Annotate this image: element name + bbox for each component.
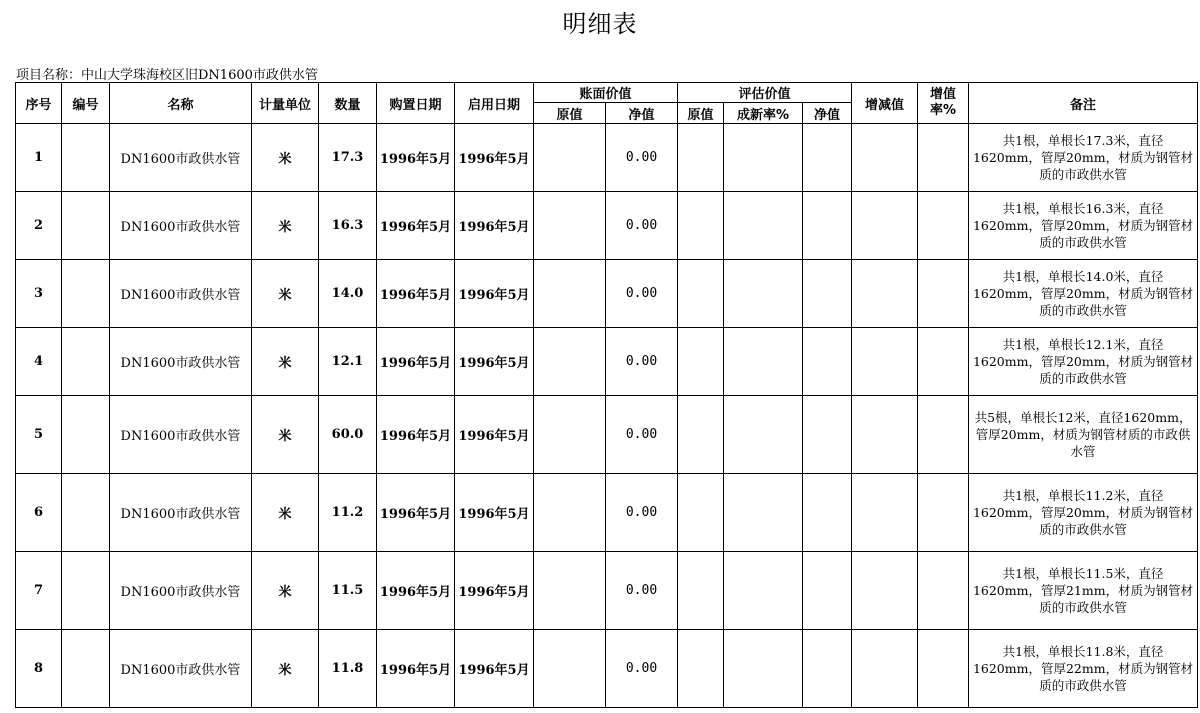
row-rate [918, 124, 969, 192]
header-eval-value: 评估价值 [678, 83, 852, 103]
table-row [16, 260, 1198, 328]
table-row [16, 630, 1198, 708]
row-purchase-date: 1996年5月 [377, 630, 455, 708]
row-rate [918, 474, 969, 552]
row-book-original [534, 474, 606, 552]
header-code: 编号 [62, 83, 110, 124]
header-eval-original: 原值 [678, 103, 724, 124]
row-start-date: 1996年5月 [455, 260, 534, 328]
row-name: DN1600市政供水管 [110, 630, 252, 708]
row-code [62, 124, 110, 192]
row-purchase-date: 1996年5月 [377, 328, 455, 396]
row-unit: 米 [252, 396, 319, 474]
row-eval-rate [724, 474, 803, 552]
row-name: DN1600市政供水管 [110, 260, 252, 328]
row-code [62, 552, 110, 630]
row-eval-rate [724, 192, 803, 260]
row-purchase-date: 1996年5月 [377, 396, 455, 474]
header-note: 备注 [969, 83, 1198, 124]
row-unit: 米 [252, 260, 319, 328]
row-name: DN1600市政供水管 [110, 396, 252, 474]
row-note: 共1根，单根长17.3米，直径1620mm，管厚20mm，材质为钢管材质的市政供水管 [969, 124, 1198, 192]
row-eval-original [678, 328, 724, 396]
project-name: 项目名称：中山大学珠海校区旧DN1600市政供水管 [16, 68, 318, 83]
row-change [852, 260, 918, 328]
row-book-original [534, 124, 606, 192]
row-start-date: 1996年5月 [455, 552, 534, 630]
row-book-net: 0.00 [606, 552, 678, 630]
row-change [852, 192, 918, 260]
row-start-date: 1996年5月 [455, 124, 534, 192]
row-eval-original [678, 630, 724, 708]
row-note: 共1根，单根长16.3米，直径1620mm，管厚20mm，材质为钢管材质的市政供水管 [969, 192, 1198, 260]
row-rate [918, 396, 969, 474]
row-eval-original [678, 260, 724, 328]
row-change [852, 552, 918, 630]
row-note: 共1根，单根长11.2米，直径1620mm，管厚20mm，材质为钢管材质的市政供水管 [969, 474, 1198, 552]
row-change [852, 396, 918, 474]
row-eval-original [678, 396, 724, 474]
row-seq: 6 [16, 474, 62, 552]
row-seq: 1 [16, 124, 62, 192]
header-book-value: 账面价值 [534, 83, 678, 103]
row-book-original [534, 630, 606, 708]
row-rate [918, 328, 969, 396]
header-eval-net: 净值 [803, 103, 852, 124]
row-code [62, 396, 110, 474]
row-note: 共5根，单根长12米，直径1620mm，管厚20mm，材质为钢管材质的市政供水管 [969, 396, 1198, 474]
header-rate: 增值率% [918, 83, 969, 124]
row-name: DN1600市政供水管 [110, 474, 252, 552]
row-note: 共1根，单根长11.8米，直径1620mm，管厚22mm，材质为钢管材质的市政供水管 [969, 630, 1198, 708]
row-code [62, 474, 110, 552]
row-name: DN1600市政供水管 [110, 328, 252, 396]
row-code [62, 260, 110, 328]
row-eval-rate [724, 396, 803, 474]
row-book-net: 0.00 [606, 124, 678, 192]
row-start-date: 1996年5月 [455, 396, 534, 474]
row-qty: 11.8 [319, 630, 377, 708]
row-change [852, 630, 918, 708]
row-change [852, 124, 918, 192]
row-change [852, 474, 918, 552]
row-book-net: 0.00 [606, 474, 678, 552]
row-eval-net [803, 396, 852, 474]
row-rate [918, 260, 969, 328]
row-unit: 米 [252, 630, 319, 708]
row-code [62, 328, 110, 396]
row-qty: 16.3 [319, 192, 377, 260]
detail-table [15, 82, 1198, 708]
row-code [62, 630, 110, 708]
row-start-date: 1996年5月 [455, 630, 534, 708]
row-start-date: 1996年5月 [455, 328, 534, 396]
header-start-date: 启用日期 [455, 83, 534, 124]
row-book-original [534, 328, 606, 396]
row-note: 共1根，单根长11.5米，直径1620mm，管厚21mm，材质为钢管材质的市政供水管 [969, 552, 1198, 630]
header-eval-rate: 成新率% [724, 103, 803, 124]
row-change [852, 328, 918, 396]
row-book-net: 0.00 [606, 396, 678, 474]
row-start-date: 1996年5月 [455, 474, 534, 552]
row-unit: 米 [252, 474, 319, 552]
table-row [16, 396, 1198, 474]
row-book-original [534, 396, 606, 474]
header-book-net: 净值 [606, 103, 678, 124]
row-book-original [534, 260, 606, 328]
table-row [16, 124, 1198, 192]
row-start-date: 1996年5月 [455, 192, 534, 260]
row-qty: 14.0 [319, 260, 377, 328]
row-unit: 米 [252, 328, 319, 396]
row-eval-net [803, 124, 852, 192]
header-purchase-date: 购置日期 [377, 83, 455, 124]
row-note: 共1根，单根长14.0米，直径1620mm，管厚20mm，材质为钢管材质的市政供水管 [969, 260, 1198, 328]
table-row [16, 474, 1198, 552]
table-row [16, 328, 1198, 396]
row-eval-net [803, 474, 852, 552]
header-name: 名称 [110, 83, 252, 124]
row-rate [918, 192, 969, 260]
row-seq: 8 [16, 630, 62, 708]
row-seq: 7 [16, 552, 62, 630]
row-book-net: 0.00 [606, 328, 678, 396]
row-qty: 17.3 [319, 124, 377, 192]
row-eval-rate [724, 328, 803, 396]
row-qty: 11.5 [319, 552, 377, 630]
row-purchase-date: 1996年5月 [377, 552, 455, 630]
row-eval-net [803, 630, 852, 708]
row-purchase-date: 1996年5月 [377, 474, 455, 552]
row-note: 共1根，单根长12.1米，直径1620mm，管厚20mm，材质为钢管材质的市政供水管 [969, 328, 1198, 396]
row-eval-original [678, 192, 724, 260]
row-eval-net [803, 260, 852, 328]
row-qty: 60.0 [319, 396, 377, 474]
row-book-net: 0.00 [606, 192, 678, 260]
row-eval-rate [724, 630, 803, 708]
header-qty: 数量 [319, 83, 377, 124]
row-book-original [534, 192, 606, 260]
row-seq: 4 [16, 328, 62, 396]
row-eval-original [678, 474, 724, 552]
table-row [16, 552, 1198, 630]
row-book-net: 0.00 [606, 260, 678, 328]
row-eval-net [803, 328, 852, 396]
header-book-original: 原值 [534, 103, 606, 124]
header-unit: 计量单位 [252, 83, 319, 124]
row-qty: 12.1 [319, 328, 377, 396]
table-row [16, 192, 1198, 260]
row-unit: 米 [252, 124, 319, 192]
row-name: DN1600市政供水管 [110, 552, 252, 630]
row-seq: 3 [16, 260, 62, 328]
row-purchase-date: 1996年5月 [377, 124, 455, 192]
row-unit: 米 [252, 192, 319, 260]
header-seq: 序号 [16, 83, 62, 124]
row-unit: 米 [252, 552, 319, 630]
row-qty: 11.2 [319, 474, 377, 552]
row-name: DN1600市政供水管 [110, 124, 252, 192]
page-title: 明细表 [562, 10, 638, 38]
row-eval-rate [724, 124, 803, 192]
row-purchase-date: 1996年5月 [377, 260, 455, 328]
row-eval-rate [724, 552, 803, 630]
row-name: DN1600市政供水管 [110, 192, 252, 260]
row-eval-rate [724, 260, 803, 328]
row-seq: 5 [16, 396, 62, 474]
row-rate [918, 630, 969, 708]
row-eval-original [678, 552, 724, 630]
row-eval-original [678, 124, 724, 192]
header-change: 增减值 [852, 83, 918, 124]
row-rate [918, 552, 969, 630]
row-eval-net [803, 192, 852, 260]
row-book-original [534, 552, 606, 630]
row-purchase-date: 1996年5月 [377, 192, 455, 260]
row-code [62, 192, 110, 260]
row-seq: 2 [16, 192, 62, 260]
row-eval-net [803, 552, 852, 630]
row-book-net: 0.00 [606, 630, 678, 708]
